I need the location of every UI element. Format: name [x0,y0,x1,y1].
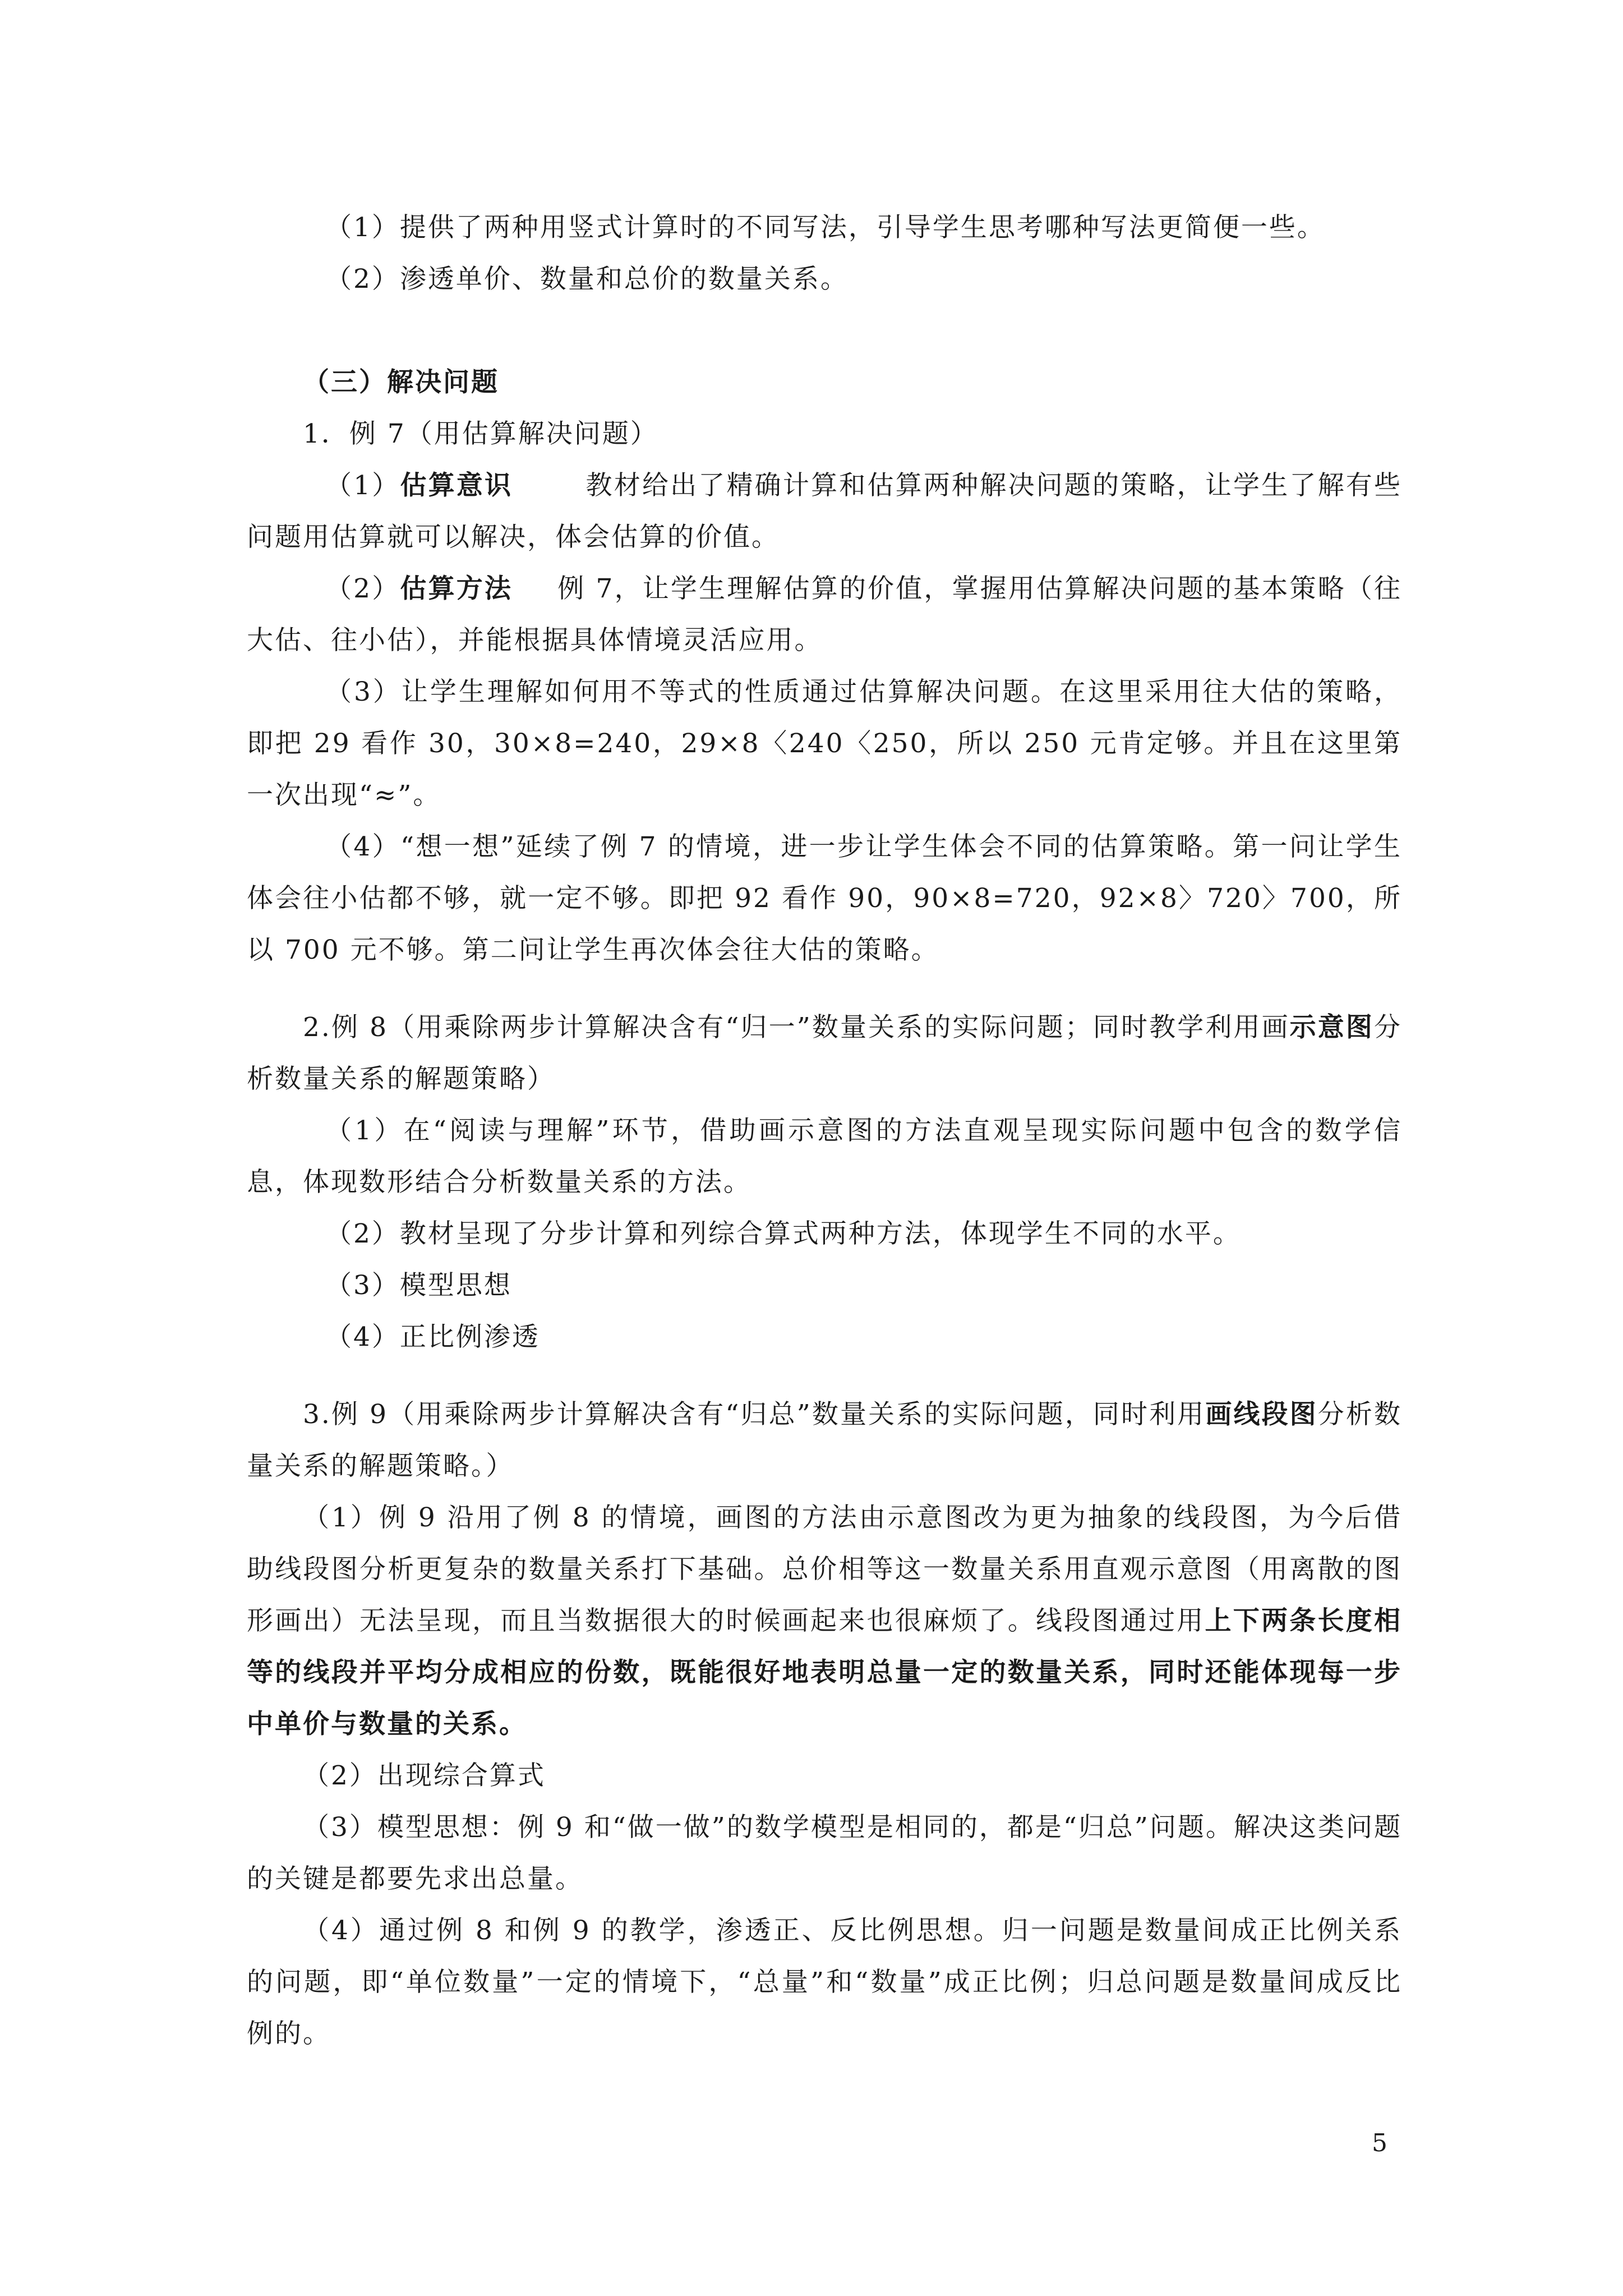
example-8-title [247,1002,1402,1105]
spacer [247,1363,1402,1389]
item-text: 例 7，让学生理解估算的价值，掌握用估算解决问题的基本策略（往大估、往小估），并能根据具体情境灵活应用。 [247,573,1403,656]
example-9-item-2: （2）出现综合算式 [303,1760,546,1791]
title-text: 2.例 8（用乘除两步计算解决含有“归一”数量关系的实际问题；同时教学利用画 [303,1012,1290,1043]
example-8-item-4: （4）正比例渗透 [325,1322,540,1352]
title-keyword: 示意图 [1289,1012,1374,1043]
spacer [247,976,1402,1002]
item-text: 教材给出了精确计算和估算两种解决问题的策略，让学生了解有些问题用估算就可以解决，体会估算的价值。 [247,470,1403,553]
example-7-item-2 [247,563,1402,666]
title-text: 分析数量关系的解题策略） [247,1012,1402,1094]
example-9-item-1 [247,1492,1402,1750]
example-7-title: 1．例 7（用估算解决问题） [303,418,658,449]
item-prefix: （2） [325,573,400,604]
example-7-item-3: （3）让学生理解如何用不等式的性质通过估算解决问题。在这里采用往大估的策略，即把 29 看作 30，30×8=240，29×8〈240〈250，所以 250 元肯定够。并且在这里第一次出现“≈”。 [247,677,1402,811]
example-7-item-4: （4）“想一想”延续了例 7 的情境，进一步让学生体会不同的估算策略。第一问让学生体会往小估都不够，就一定不够。即把 92 看作 90，90×8=720，92×8〉720〉700，所以 700 元不够。第二问让学生再次体会往大估的策略。 [247,831,1402,965]
title-text: 分析数量关系的解题策略。） [247,1399,1403,1481]
paragraph-unit-price-relation: （2）渗透单价、数量和总价的数量关系。 [325,264,849,295]
page-number: 5 [1372,2129,1387,2157]
title-keyword: 画线段图 [1205,1399,1318,1430]
section-heading-problem-solving: （三）解决问题 [303,367,499,398]
title-text: 3.例 9（用乘除两步计算解决含有“归总”数量关系的实际问题，同时利用 [303,1399,1206,1430]
item-keyword: 估算方法 [400,573,513,604]
example-9-title [247,1389,1402,1492]
example-9-item-3: （3）模型思想：例 9 和“做一做”的数学模型是相同的，都是“归总”问题。解决这类问题的关键是都要先求出总量。 [247,1812,1402,1894]
item-prefix: （1） [325,470,400,501]
paragraph-vertical-writing-methods: （1）提供了两种用竖式计算时的不同写法，引导学生思考哪种写法更简便一些。 [325,212,1325,243]
item-emphasis: 上下两条长度相等的线段并平均分成相应的份数，既能很好地表明总量一定的数量关系，同时还能体现每一步中单价与数量的关系。 [247,1605,1402,1740]
example-7-item-1 [247,460,1402,563]
example-9-item-4: （4）通过例 8 和例 9 的教学，渗透正、反比例思想。归一问题是数量间成正比例关系的问题，即“单位数量”一定的情境下，“总量”和“数量”成正比例；归总问题是数量间成反比例的。 [247,1915,1402,2049]
page-content [247,202,1402,2060]
spacer [247,305,1402,357]
example-8-item-3: （3）模型思想 [325,1270,512,1301]
item-text: （1）例 9 沿用了例 8 的情境，画图的方法由示意图改为更为抽象的线段图，为今后借助线段图分析更复杂的数量关系打下基础。总价相等这一数量关系用直观示意图（用离散的图形画出）无法呈现，而且当数据很大的时候画起来也很麻烦了。线段图通过用 [247,1502,1402,1636]
example-8-item-2: （2）教材呈现了分步计算和列综合算式两种方法，体现学生不同的水平。 [325,1218,1241,1249]
example-8-item-1: （1）在“阅读与理解”环节，借助画示意图的方法直观呈现实际问题中包含的数学信息，体现数形结合分析数量关系的方法。 [247,1115,1402,1198]
item-keyword: 估算意识 [400,470,513,501]
